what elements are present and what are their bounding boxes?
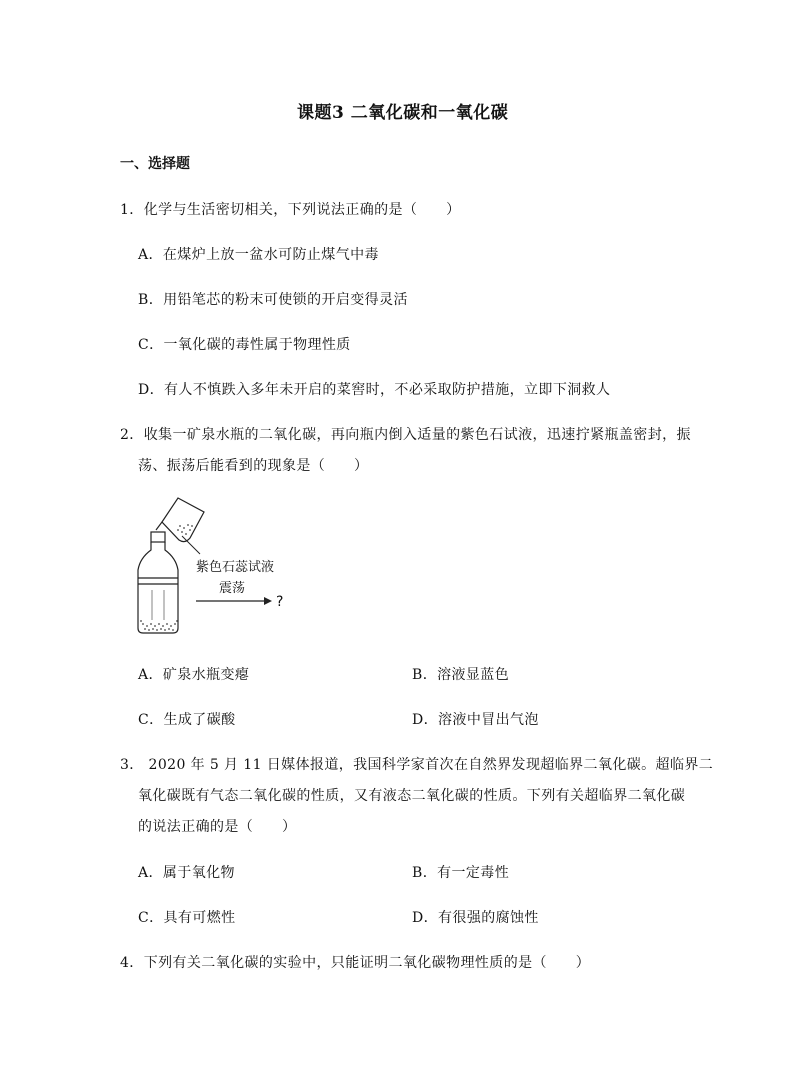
question-2-option-a: A．矿泉水瓶变瘪 bbox=[138, 667, 250, 683]
bottle-experiment-figure bbox=[130, 492, 300, 642]
beaker-liquid-dots bbox=[177, 524, 193, 535]
question-2-option-d: D．溶液中冒出气泡 bbox=[412, 712, 539, 728]
section-heading: 一、选择题 bbox=[120, 156, 190, 172]
question-3-stem-line-2: 氧化碳既有气态二氧化碳的性质，又有液态二氧化碳的性质。下列有关超临界二氧化碳 bbox=[138, 788, 686, 804]
question-3-option-d: D．有很强的腐蚀性 bbox=[412, 910, 539, 926]
question-2-stem-line-1: 2．收集一矿泉水瓶的二氧化碳，再向瓶内倒入适量的紫色石试液，迅速拧紧瓶盖密封，振 bbox=[120, 427, 691, 443]
question-1-option-b: B．用铅笔芯的粉末可使锁的开启变得灵活 bbox=[138, 292, 408, 308]
question-2-stem-line-2: 荡、振荡后能看到的现象是（ ） bbox=[138, 458, 369, 474]
bottle-base-dots bbox=[140, 620, 178, 631]
question-2-option-b: B．溶液显蓝色 bbox=[412, 667, 510, 683]
question-1-stem: 1．化学与生活密切相关，下列说法正确的是（ ） bbox=[120, 202, 461, 218]
label-leader-line bbox=[182, 536, 200, 554]
question-3-stem-line-3: 的说法正确的是（ ） bbox=[138, 819, 297, 835]
page-title: 课题3 二氧化碳和一氧化碳 bbox=[297, 103, 509, 123]
arrow-head-icon bbox=[264, 597, 272, 605]
figure-result-mark: ? bbox=[276, 594, 284, 610]
bottle-drawing bbox=[138, 532, 178, 633]
bottle-cap bbox=[151, 532, 165, 542]
question-1-option-c: C．一氧化碳的毒性属于物理性质 bbox=[138, 337, 351, 353]
question-1-option-a: A．在煤炉上放一盆水可防止煤气中毒 bbox=[138, 247, 379, 263]
figure-arrow-label: 震荡 bbox=[219, 581, 246, 596]
beaker-drawing bbox=[156, 498, 204, 542]
question-3-option-b: B．有一定毒性 bbox=[412, 865, 510, 881]
question-2-option-c: C．生成了碳酸 bbox=[138, 712, 236, 728]
question-4-stem: 4．下列有关二氧化碳的实验中，只能证明二氧化碳物理性质的是（ ） bbox=[120, 955, 591, 971]
question-3-stem-line-1: 3． 2020 年 5 月 11 日媒体报道，我国科学家首次在自然界发现超临界二氧化碳。超临界二 bbox=[120, 757, 714, 773]
question-1-option-d: D．有人不慎跌入多年未开启的菜窖时，不必采取防护措施，立即下洞救人 bbox=[138, 382, 611, 398]
question-3-option-c: C．具有可燃性 bbox=[138, 910, 236, 926]
question-3-option-a: A．属于氧化物 bbox=[138, 865, 235, 881]
figure-label-litmus: 紫色石蕊试液 bbox=[196, 560, 275, 575]
